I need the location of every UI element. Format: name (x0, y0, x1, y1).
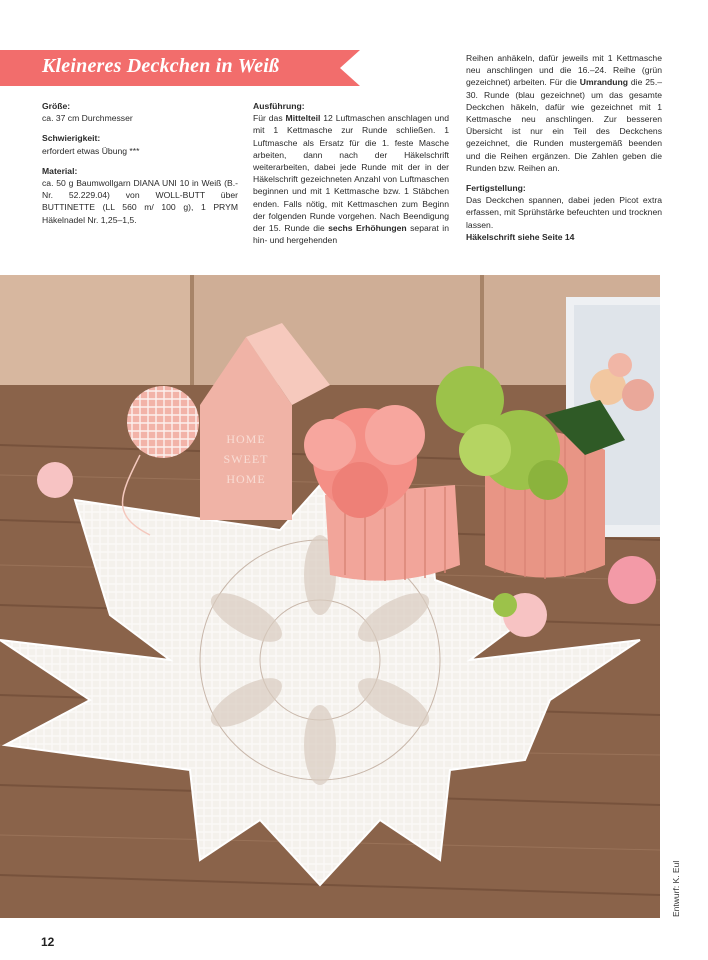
instructions-heading: Ausführung: (253, 101, 305, 111)
difficulty-text: erfordert etwas Übung *** (42, 145, 140, 156)
page-number: 12 (41, 935, 55, 949)
material-heading: Material: (42, 165, 78, 176)
page-title: Kleineres Deckchen in Weiß (42, 55, 280, 77)
house-text-1: HOME (226, 432, 266, 446)
info-column (42, 100, 238, 226)
photo-scene (0, 275, 660, 918)
chart-reference: Häkelschrift siehe Seite 14 (466, 231, 575, 242)
finish-heading: Fertigstellung: (466, 183, 526, 194)
title-ribbon (0, 50, 360, 86)
instructions-column (253, 100, 449, 246)
instructions-continued-text: Reihen anhäkeln, dafür jeweils mit 1 Kettmasche neu anschlingen und die 16.–24. Reihe (grün gezeichnet) arbeiten. Für die Umrandung die 25.–30. Runde (blau gezeichnet) um das gesamte Deckchen häkeln, dafür wie gezeichnet mit 1 Kettmasche neu anschlingen. Zur besseren Übersicht ist nur ein Teil des Deckchens gezeichnet, die Runden mustergemäß beenden und die Reihen ergänzen. Die Zahlen geben die Runden bzw. Reihen an. (466, 53, 662, 173)
doily-photo (0, 275, 660, 918)
instructions-continued-column (466, 52, 662, 243)
difficulty-heading: Schwierigkeit: (42, 133, 101, 144)
finish-text: Das Deckchen spannen, dabei jeden Picot extra erfassen, mit Sprühstärke befeuchten und trocknen lassen. (466, 195, 662, 230)
design-credit: Entwurf: K. Eul (671, 860, 681, 917)
instructions-text: Für das Mittelteil 12 Luftmaschen anschlagen und mit 1 Kettmasche zur Runde schließen. 1 Luftmasche als Ersatz für die 1. feste Masche arbeiten, dann nach der Häkelschrift weiterarbeiten, dabei jede Runde mit der in der Häkelschrift gezeichneten Anzahl von Luftmaschen beginnen und mit 1 Kettmasche bzw. 1 Stäbchen enden. Falls nötig, mit Kettmaschen zum Beginn der folgenden Runde vorgehen. Nach Beendigung der 15. Runde die sechs Erhöhungen separat in hin- und hergehenden (253, 113, 449, 246)
material-text: ca. 50 g Baumwollgarn DIANA UNI 10 in Weiß (B.-Nr. 52.229.04) von WOLL-BUTT über BUTTINETTE (LL 560 m/ 100 g), 1 PRYM Häkelnadel Nr. 1,25–1,5. (42, 178, 238, 225)
size-heading: Größe: (42, 101, 71, 111)
house-text-2: SWEET (223, 452, 269, 466)
house-text-3: HOME (226, 472, 266, 486)
size-text: ca. 37 cm Durchmesser (42, 113, 133, 124)
